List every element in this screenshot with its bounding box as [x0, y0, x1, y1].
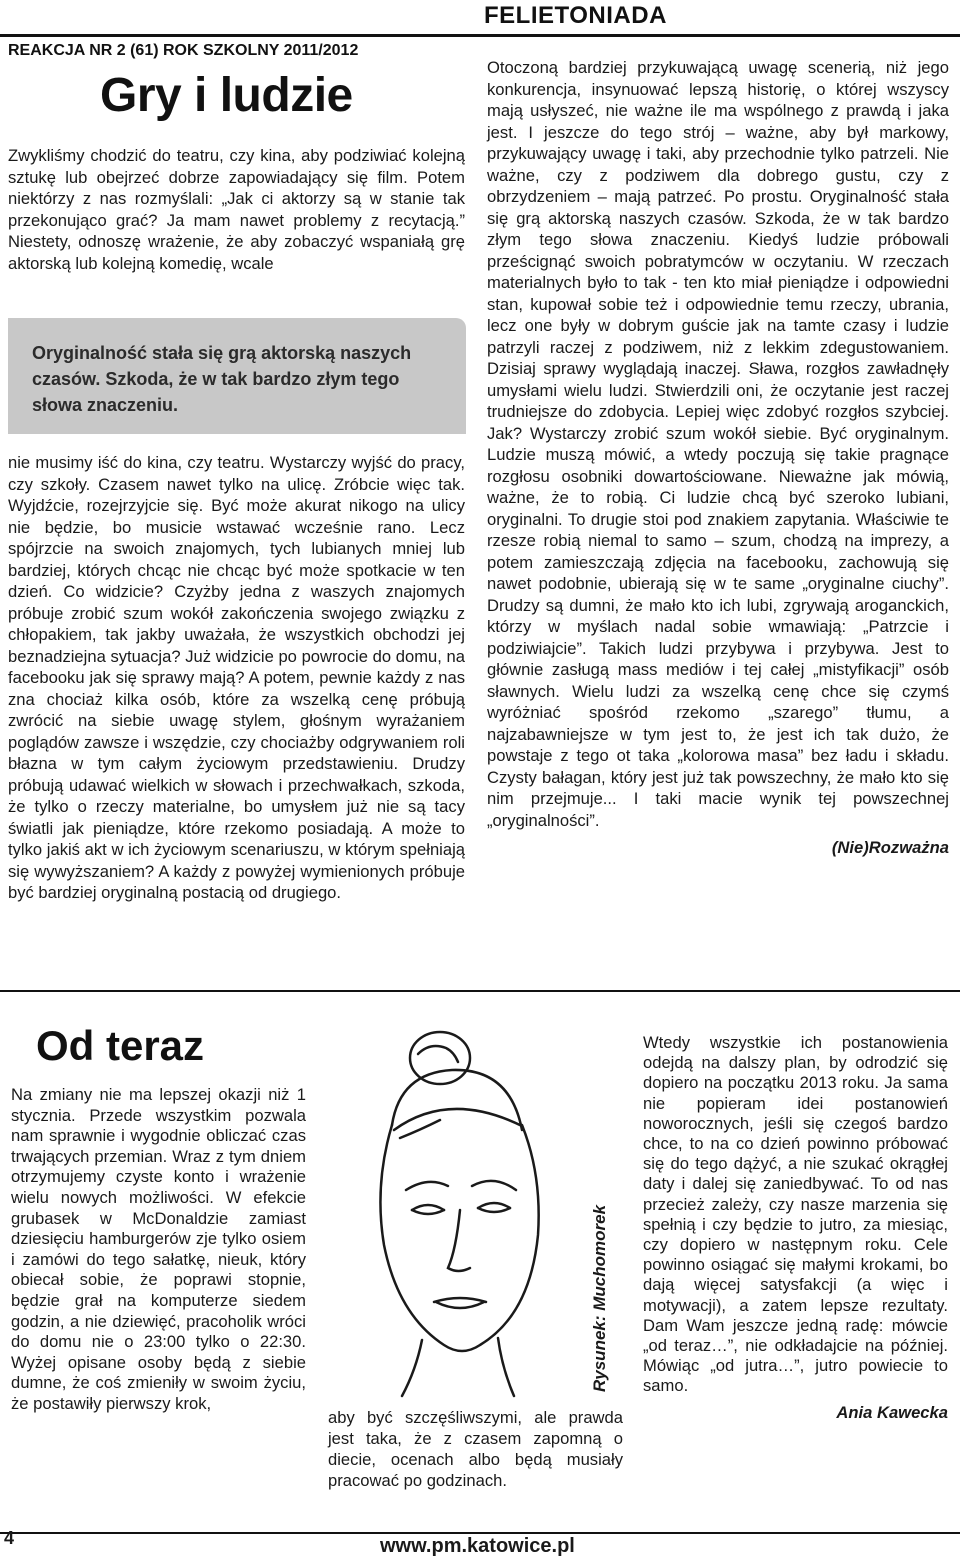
page-number: 4 — [4, 1528, 15, 1548]
article-column-1-bottom — [8, 452, 465, 904]
article-column-1-top — [8, 145, 465, 274]
pull-quote: Oryginalność stała się grą aktorską naszych czasów. Szkoda, że w tak bardzo złym tego słowa znaczeniu. — [32, 343, 412, 415]
footer-divider — [0, 1532, 960, 1534]
header-divider — [0, 34, 960, 37]
article-title: Od teraz — [36, 1022, 205, 1069]
paragraph: nie musimy iść do kina, czy teatru. Wystarczy wyjść do pracy, czy szkoły. Czasem nawet tylko na ulicę. Zróbcie więc tak. Wyjdźcie, rozejrzyjcie się. Być może akurat nikogo na ulicy nie będzie, bo musicie wstawać wcześnie rano. Lecz spójrzcie na swoich znajomych, tych lubianych mniej lub bardziej, których chcąc nie chcąc być może spotkacie w ten dzień. Co widzicie? Czyżby jedna z waszych znajomych próbuje zrobić szum wokół zakończenia swojego związku z chłopakiem, tak jakby uważała, że wszystkich obchodzi jej beznadziejna sytuacja? Już widzicie po powrocie do domu, na facebooku jak się sprawy mają? A potem, pewnie każdy z nas zna chociaż kilka osób, które za wszelką cenę próbują zwrócić na siebie uwagę stylem, głośnym wyrażaniem poglądów zawsze i wszędzie, czy chociażby odgrywaniem roli błazna w tym całym życiowym przedstawieniu. Drudzy próbują udawać wielkich w słowach i przechwałkach, szkoda, że tylko o rzeczy materialne, bo umysłem już nie są tacy światli jak pieniądze, które rzekomo posiadają. A może to tylko jakiś akt w ich życiowym scenariuszu, w którym spełniają się wywyższaniem? A każdy z powyżej wymienionych próbuje być bardziej oryginalną postacią od drugiego. — [8, 453, 465, 902]
author-signature: (Nie)Rozważna — [831, 838, 949, 857]
pull-quote-box — [8, 318, 466, 434]
article2-column-3 — [643, 1033, 948, 1423]
paragraph: Wtedy wszystkie ich postanowienia odejdą na dalszy plan, by odrodzić się dopiero na początku 2013 roku. Ja sama nie popieram idei postanowień noworocznych, jeśli się czegoś bardzo chce, to na co dzień powinno próbować się do tego dążyć, a nie szukać okrągłej daty i dalej się zaniedbywać. To od nas przecież zależy, czy nasze marzenia się spełnią i czy będzie to jutro, za miesiąc, czy dopiero w następnym roku. Cele powinno osiągać się małymi krokami, bo dają więcej satysfakcji (a więc i motywacji), a zatem lepsze rezultaty. Dam Wam jeszcze jedną radę: mówcie „od teraz…”, nie odkładajcie na później. Mówiąc „od jutra…”, jutro powiecie to samo. — [643, 1033, 948, 1396]
face-drawing-illustration — [322, 1020, 622, 1400]
article-column-2 — [487, 57, 949, 859]
article2-column-1 — [11, 1085, 306, 1415]
article-title: Gry i ludzie — [100, 69, 353, 122]
article-divider — [0, 990, 960, 992]
paragraph: Zwykliśmy chodzić do teatru, czy kina, aby podziwiać kolejną sztukę lub obejrzeć dobrze zapowiadający się film. Potem niektórzy z nas rozmyślali: „Jak ci aktorzy są w stanie tak przekonująco grać? Ja mam nawet problemy z recytacją.” Niestety, odnoszę wrażenie, że aby zobaczyć wspaniałą grę aktorską lub kolejną komedię, wcale — [8, 146, 465, 273]
paragraph: Na zmiany nie ma lepszej okazji niż 1 stycznia. Przede wszystkim pozwala nam sprawnie i wygodnie obliczać czas trwających przemian. Wraz z tym dniem otrzymujemy czyste konto i wrażenie wielu nowych możliwości. W efekcie grubasek w McDonaldzie zamiast dziesięciu hamburgerów zje tylko osiem i zamówi do tego sałatkę, nieuk, który obiecał sobie, że poprawi stopnie, będzie grał na komputerze siedem godzin, a nie dziewięć, pracoholik wróci do domu nie o 23:00 tylko o 22:30. Wyżej opisane osoby będą z siebie dumne, że coś zmieniły w swoim życiu, że postawiły pierwszy krok, — [11, 1085, 306, 1413]
paragraph: Otoczoną bardziej przykuwającą uwagę scenerią, niż jego konkurencja, insynuować lepszą historię, o której wszyscy mają usłyszeć, nie ważne ile ma wspólnego z prawdą i jaka jest. I jeszcze do tego strój – ważne, aby był markowy, przykuwający uwagę i taki, aby przechodnie tylko patrzeli. Nie ważne, czy z podziwem dla dobrego gustu, czy z obrzydzeniem – mają patrzeć. Po prostu. Oryginalność stała się grą aktorską naszych czasów. Szkoda, że w tak bardzo złym tego słowa znaczeniu. Kiedyś ludzie próbowali prześcignąć swoich pobratymców w oczytaniu. W rzeczach materialnych było to tak - ten kto miał pieniądze i odpowiedni stan, kupował sobie też i odpowiednie temu rzeczy, ubrania, lecz one były w dobrym guście jak na tamte czasy i ludzie patrzyli raczej z podziwem, niż z lekkim zdegustowaniem. Dzisiaj sprawy wyglądają inaczej. Sława, rozgłos zawładnęły umysłami wielu ludzi. Stwierdzili oni, że oczytanie jest raczej trudniejsze do zdobycia. Lepiej więc zdobyć rozgłos szybciej. Jak? Wystarczy zrobić szum wokół siebie. Być oryginalnym. Ludzie muszą mówić, a wtedy poczują się takie pragnące rozgłosu osobniki dowartościowane. Nieważne jak mówią, ważne, że to robią. Ci ludzie chcą być szeroko lubiani, oryginalni. To drugie stoi pod znakiem zapytania. Właściwie te rzesze robią niemal to samo – szum, chodzą na imprezy, a potem zamieszczają zdjęcia na facebooku, zachowują się nawet podobnie, ubierają się w te same „oryginalne ciuchy”. Drudzy są dumni, że mało kto ich lubi, zgrywają aroganckich, którzy w myślach nadal sobie wmawiają: „Patrzcie i podziwiajcie”. Takich ludzi przybywa i przybywa. Jest to głównie zasługą mass mediów i tej całej „mistyfikacji” osób sławnych. Wielu ludzi za wszelką cenę chce się czymś wyróżniać spośród rzekomo „szarego” tłumu, a najzabawniejsze w tym jest to, że jest ich tak dużo, że powstaje z tego ot taka „kolorowa masa” bez ładu i składu. Czysty bałagan, który jest już tak powszechny, że mało kto się nim przejmuje... I taki macie wynik tej powszechnej „oryginalności”. — [487, 58, 949, 830]
author-signature: Ania Kawecka — [836, 1402, 948, 1422]
website-url: www.pm.katowice.pl — [380, 1535, 575, 1557]
paragraph: aby być szczęśliwszymi, ale prawda jest taka, że z czasem zapomną o diecie, ocenach albo będą musiały pracować po godzinach. — [328, 1408, 623, 1490]
article2-column-2 — [328, 1407, 623, 1491]
section-label: FELIETONIADA — [484, 2, 667, 29]
issue-line: REAKCJA NR 2 (61) ROK SZKOLNY 2011/2012 — [8, 42, 359, 59]
drawing-caption-wrapper — [590, 1192, 614, 1392]
drawing-caption: Rysunek: Muchomorek — [590, 1204, 609, 1392]
